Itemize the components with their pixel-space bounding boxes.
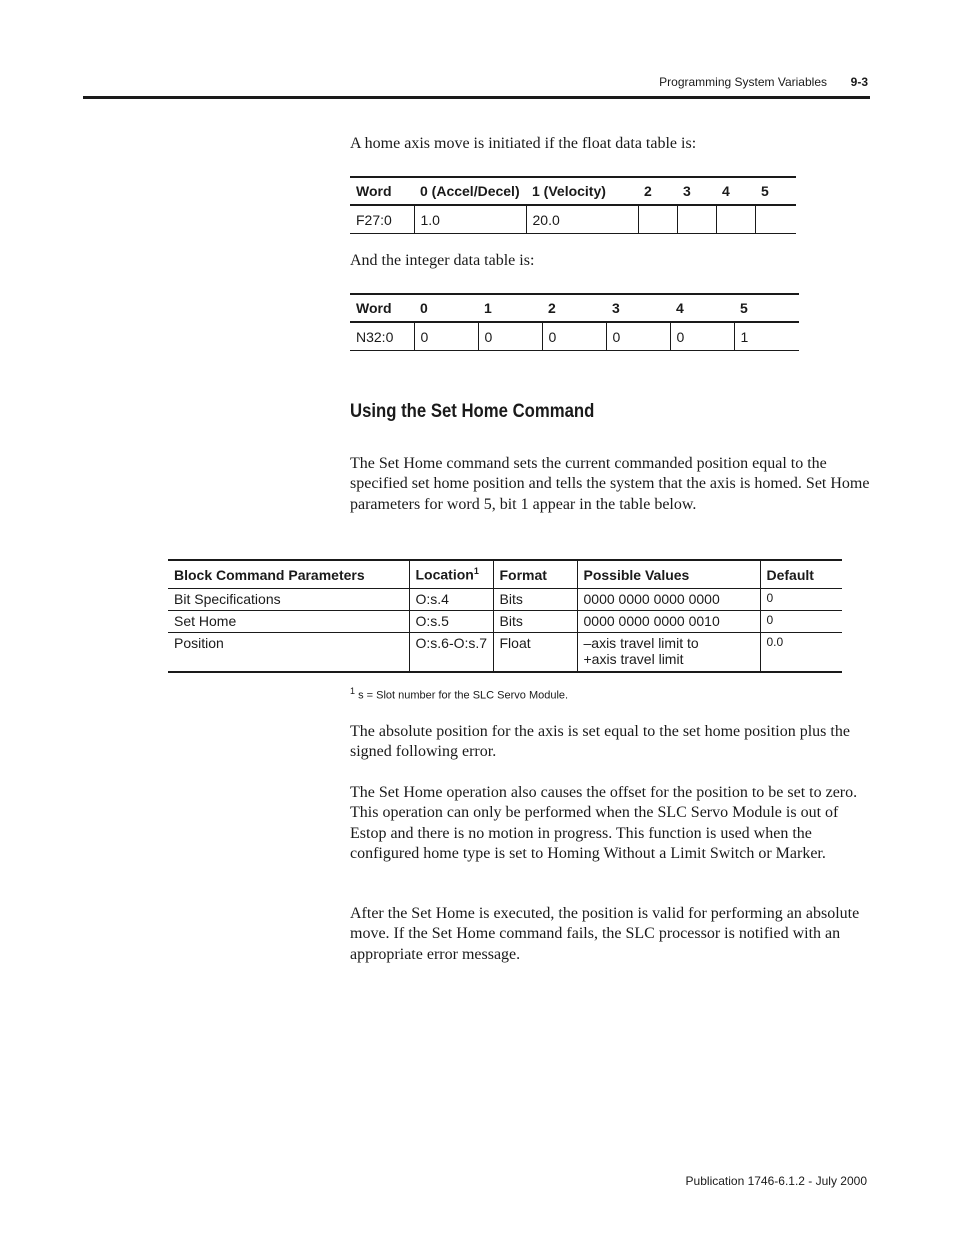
publication-footer: Publication 1746-6.1.2 - July 2000 bbox=[685, 1174, 867, 1188]
table-cell: 1 bbox=[734, 322, 799, 351]
table-row bbox=[168, 633, 842, 673]
section-heading: Using the Set Home Command bbox=[350, 401, 595, 422]
table-cell: 20.0 bbox=[526, 205, 638, 234]
column-header: 4 bbox=[676, 300, 684, 316]
column-header: 0 bbox=[420, 300, 428, 316]
column-header: Format bbox=[493, 560, 577, 589]
intro-integer-text: And the integer data table is: bbox=[350, 252, 535, 269]
running-header-title: Programming System Variables bbox=[659, 75, 827, 89]
set-home-parameters-table bbox=[168, 559, 842, 673]
table-cell: 0 bbox=[760, 611, 842, 633]
column-header: 3 bbox=[612, 300, 620, 316]
table-cell: Bit Specifications bbox=[174, 591, 281, 607]
intro-float-text: A home axis move is initiated if the float data table is: bbox=[350, 135, 697, 152]
table-cell: Set Home bbox=[174, 613, 237, 629]
table-cell: 0000 0000 0000 0010 bbox=[577, 611, 760, 633]
column-header: Possible Values bbox=[577, 560, 760, 589]
column-header: 2 bbox=[644, 183, 652, 199]
table-cell: O:s.5 bbox=[409, 611, 493, 633]
table-cell bbox=[755, 205, 796, 234]
column-header: Default bbox=[760, 560, 842, 589]
table-cell bbox=[716, 205, 755, 234]
table-row bbox=[168, 589, 842, 611]
table-cell: 0.0 bbox=[760, 633, 842, 673]
table-cell: Bits bbox=[493, 611, 577, 633]
table-header-row bbox=[168, 560, 842, 589]
table-cell-multiline bbox=[577, 633, 760, 673]
after-set-home-paragraph: After the Set Home is executed, the position is valid for performing an absolute move. If the Set Home command fails, the SLC processor is notified with an appropriate error message. bbox=[350, 905, 860, 963]
table-footnote bbox=[350, 686, 568, 702]
column-header: Block Command Parameters bbox=[174, 566, 365, 583]
table-cell: O:s.6-O:s.7 bbox=[409, 633, 493, 673]
absolute-position-paragraph: The absolute position for the axis is set equal to the set home position plus the signed following error. bbox=[350, 723, 850, 761]
float-data-table bbox=[350, 176, 796, 234]
table-cell: Position bbox=[174, 635, 224, 651]
table-cell: 0 bbox=[414, 322, 478, 351]
location-label: Location bbox=[415, 566, 474, 583]
table-cell: 0 bbox=[760, 589, 842, 611]
column-header: Word bbox=[356, 300, 392, 316]
table-cell: 0000 0000 0000 0000 bbox=[577, 589, 760, 611]
table-cell: O:s.4 bbox=[409, 589, 493, 611]
table-cell bbox=[638, 205, 677, 234]
table-row bbox=[168, 611, 842, 633]
column-header: Word bbox=[356, 183, 392, 199]
table-cell: 0 bbox=[670, 322, 734, 351]
table-cell: F27:0 bbox=[356, 211, 392, 228]
column-header-location bbox=[409, 560, 493, 589]
column-header: 1 bbox=[484, 300, 492, 316]
column-header: 4 bbox=[722, 183, 730, 199]
table-cell: 0 bbox=[542, 322, 606, 351]
integer-data-table bbox=[350, 293, 799, 351]
table-row bbox=[350, 322, 799, 351]
column-header: 2 bbox=[548, 300, 556, 316]
table-row bbox=[350, 205, 796, 234]
footnote-marker: 1 bbox=[350, 686, 356, 696]
table-cell bbox=[677, 205, 716, 234]
footnote-marker: 1 bbox=[473, 566, 479, 577]
table-cell: N32:0 bbox=[356, 328, 394, 345]
table-cell: 1.0 bbox=[414, 205, 526, 234]
values-line-2: +axis travel limit bbox=[583, 651, 684, 667]
footnote-text: s = Slot number for the SLC Servo Module. bbox=[358, 689, 569, 702]
page-number: 9-3 bbox=[850, 75, 868, 89]
table-cell: Bits bbox=[493, 589, 577, 611]
table-header-row bbox=[350, 294, 799, 322]
column-header: 1 (Velocity) bbox=[532, 183, 606, 199]
table-cell: 0 bbox=[478, 322, 542, 351]
column-header: 5 bbox=[761, 183, 769, 199]
table-cell: 0 bbox=[606, 322, 670, 351]
column-header: 5 bbox=[740, 300, 748, 316]
set-home-description: The Set Home command sets the current commanded position equal to the specified set home position and tells the system that the axis is homed. Set Home parameters for word 5, bit 1 appear in the table below. bbox=[350, 455, 870, 513]
values-line-1: –axis travel limit to bbox=[583, 635, 699, 651]
column-header: 3 bbox=[683, 183, 691, 199]
column-header: 0 (Accel/Decel) bbox=[420, 183, 520, 199]
table-header-row bbox=[350, 177, 796, 205]
offset-paragraph: The Set Home operation also causes the offset for the position to be set to zero. This operation can only be performed when the SLC Servo Module is out of Estop and there is no motion in progress. This function is used when the configured home type is set to Homing Without a Limit Switch or Marker. bbox=[350, 784, 858, 862]
table-cell: Float bbox=[493, 633, 577, 673]
header-rule bbox=[83, 96, 870, 99]
